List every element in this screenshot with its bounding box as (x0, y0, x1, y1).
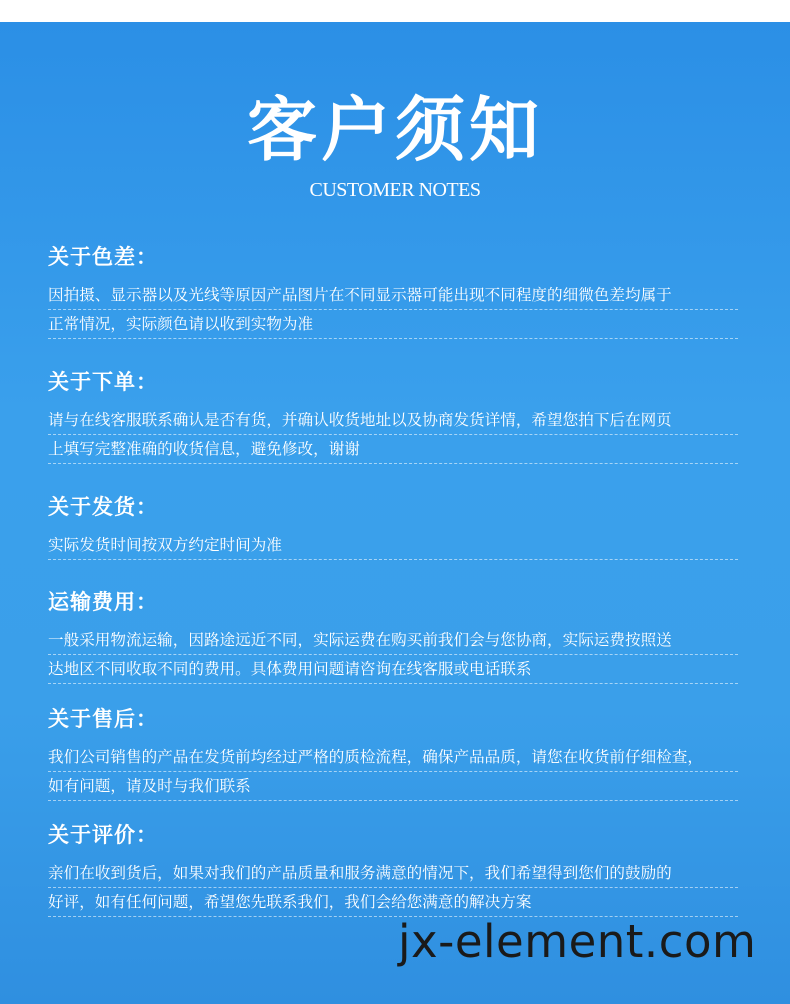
section-line: 我们公司销售的产品在发货前均经过严格的质检流程，确保产品品质，请您在收货前仔细检查， (48, 746, 738, 772)
section-shipping (48, 492, 738, 563)
section-line: 请与在线客服联系确认是否有货，并确认收货地址以及协商发货详情，希望您拍下后在网页 (48, 409, 738, 435)
section-after-sales (48, 704, 738, 804)
section-body (48, 746, 738, 801)
section-line: 因拍摄、显示器以及光线等原因产品图片在不同显示器可能出现不同程度的细微色差均属于 (48, 284, 738, 310)
section-freight (48, 587, 738, 687)
section-body (48, 284, 738, 339)
section-body (48, 629, 738, 684)
section-line: 上填写完整准确的收货信息，避免修改，谢谢 (48, 438, 738, 464)
section-heading: 关于评价： (48, 823, 158, 847)
section-heading: 关于售后： (48, 707, 158, 731)
section-line: 达地区不同收取不同的费用。具体费用问题请咨询在线客服或电话联系 (48, 658, 738, 684)
section-body (48, 409, 738, 464)
section-line: 亲们在收到货后，如果对我们的产品质量和服务满意的情况下，我们希望得到您们的鼓励的 (48, 862, 738, 888)
section-line: 一般采用物流运输，因路途远近不同，实际运费在购买前我们会与您协商，实际运费按照送 (48, 629, 738, 655)
section-line: 实际发货时间按双方约定时间为准 (48, 534, 738, 560)
section-reviews (48, 820, 738, 920)
section-line: 正常情况，实际颜色请以收到实物为准 (48, 313, 738, 339)
section-heading: 关于下单： (48, 370, 158, 394)
section-ordering (48, 367, 738, 467)
section-body (48, 534, 738, 560)
section-heading: 关于色差： (48, 245, 158, 269)
page-title: 客户须知 (247, 89, 543, 171)
section-body (48, 862, 738, 917)
section-color-difference (48, 242, 738, 342)
watermark-text: jx-element.com (398, 915, 757, 968)
section-heading: 运输费用： (48, 590, 158, 614)
section-heading: 关于发货： (48, 495, 158, 519)
notice-panel (0, 22, 790, 1004)
page-subtitle: CUSTOMER NOTES (309, 179, 481, 201)
section-line: 好评，如有任何问题，希望您先联系我们，我们会给您满意的解决方案 (48, 891, 738, 917)
section-line: 如有问题，请及时与我们联系 (48, 775, 738, 801)
